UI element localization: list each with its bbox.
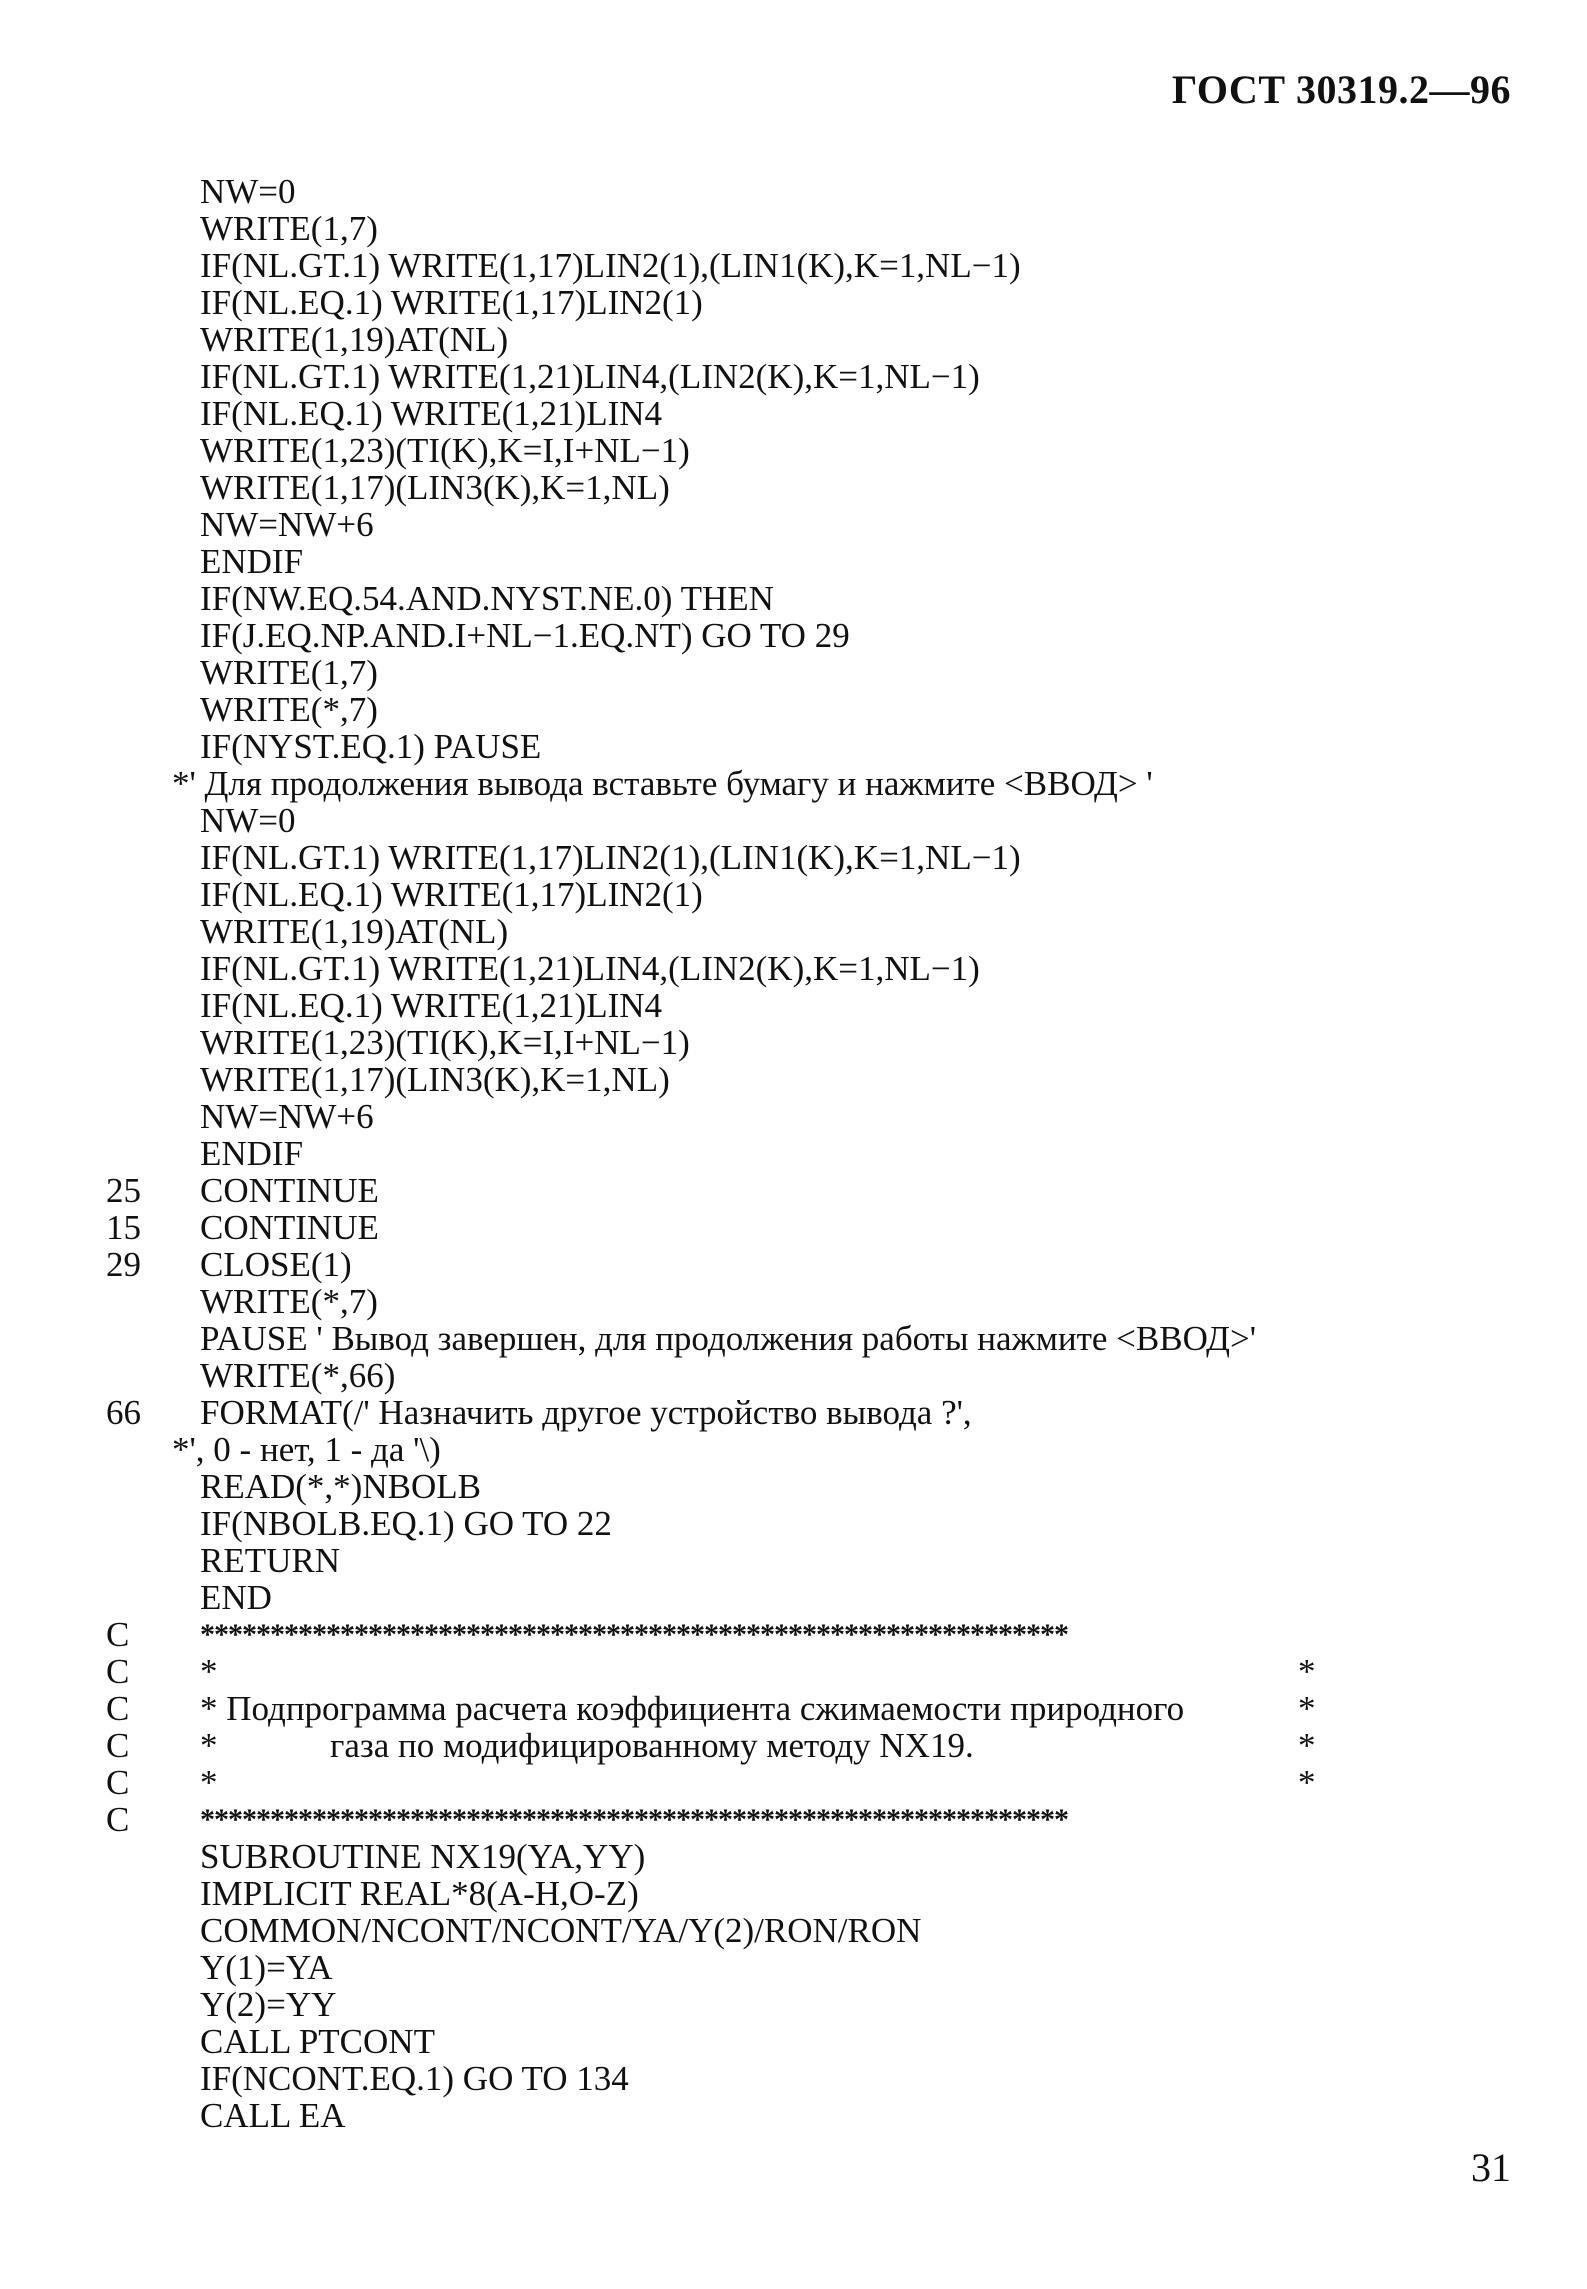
code-text: WRITE(1,19)AT(NL) bbox=[200, 912, 509, 951]
statement-label: 25 bbox=[106, 1171, 141, 1210]
comment-star-left: * bbox=[200, 1726, 218, 1765]
code-text: IF(NL.GT.1) WRITE(1,21)LIN4,(LIN2(K),K=1,NL−1) bbox=[200, 949, 980, 988]
comment-marker: C bbox=[106, 1615, 130, 1654]
comment-star-right: * bbox=[1298, 1726, 1316, 1765]
code-line bbox=[0, 1505, 1587, 1542]
comment-line bbox=[0, 1801, 1587, 1838]
comment-star-right: * bbox=[1298, 1652, 1316, 1691]
code-line bbox=[0, 1949, 1587, 1986]
code-line bbox=[0, 1172, 1587, 1209]
comment-line bbox=[0, 1690, 1587, 1727]
code-line bbox=[0, 1394, 1587, 1431]
code-line bbox=[0, 1468, 1587, 1505]
code-text: WRITE(*,66) bbox=[200, 1356, 396, 1395]
code-continuation-text: *' Для продолжения вывода вставьте бумагу и нажмите <ВВОД> ' bbox=[172, 764, 1153, 803]
code-line bbox=[0, 2097, 1587, 2134]
code-text: IF(NL.GT.1) WRITE(1,17)LIN2(1),(LIN1(K),K=1,NL−1) bbox=[200, 838, 1021, 877]
statement-label: 66 bbox=[106, 1393, 141, 1432]
code-line bbox=[0, 1320, 1587, 1357]
code-text: SUBROUTINE NX19(YA,YY) bbox=[200, 1837, 646, 1876]
code-line bbox=[0, 1357, 1587, 1394]
code-text: CALL PTCONT bbox=[200, 2022, 435, 2061]
code-text: IF(NYST.EQ.1) PAUSE bbox=[200, 727, 542, 766]
code-line bbox=[0, 1912, 1587, 1949]
code-line bbox=[0, 210, 1587, 247]
code-line bbox=[0, 1875, 1587, 1912]
comment-marker: C bbox=[106, 1763, 130, 1802]
code-text: PAUSE ' Вывод завершен, для продолжения работы нажмите <ВВОД>' bbox=[200, 1319, 1257, 1358]
code-line bbox=[0, 543, 1587, 580]
code-text: IF(NL.EQ.1) WRITE(1,17)LIN2(1) bbox=[200, 283, 703, 322]
comment-star-right: * bbox=[1298, 1763, 1316, 1802]
code-text: NW=0 bbox=[200, 172, 296, 211]
comment-text: газа по модифицированному методу NX19. bbox=[330, 1726, 974, 1765]
code-line bbox=[0, 1986, 1587, 2023]
code-text: NW=NW+6 bbox=[200, 1097, 374, 1136]
code-line bbox=[0, 1135, 1587, 1172]
code-line bbox=[0, 950, 1587, 987]
comment-line bbox=[0, 1616, 1587, 1653]
code-text: IF(J.EQ.NP.AND.I+NL−1.EQ.NT) GO TO 29 bbox=[200, 616, 850, 655]
code-text: NW=NW+6 bbox=[200, 505, 374, 544]
code-line bbox=[0, 913, 1587, 950]
code-line bbox=[0, 1098, 1587, 1135]
code-line bbox=[0, 765, 1587, 802]
code-line bbox=[0, 2023, 1587, 2060]
code-text: CLOSE(1) bbox=[200, 1245, 352, 1284]
code-text: IF(NL.EQ.1) WRITE(1,21)LIN4 bbox=[200, 986, 663, 1025]
code-text: CONTINUE bbox=[200, 1171, 379, 1210]
code-text: WRITE(1,19)AT(NL) bbox=[200, 320, 509, 359]
code-line bbox=[0, 1542, 1587, 1579]
code-listing bbox=[0, 173, 1587, 2134]
comment-text: * Подпрограмма расчета коэффициента сжимаемости природного bbox=[200, 1689, 1185, 1728]
code-text: IF(NL.EQ.1) WRITE(1,17)LIN2(1) bbox=[200, 875, 703, 914]
code-text: END bbox=[200, 1578, 272, 1617]
code-text: IF(NBOLB.EQ.1) GO TO 22 bbox=[200, 1504, 612, 1543]
code-line bbox=[0, 1209, 1587, 1246]
code-line bbox=[0, 1246, 1587, 1283]
code-text: WRITE(1,23)(TI(K),K=I,I+NL−1) bbox=[200, 1023, 690, 1062]
code-line bbox=[0, 247, 1587, 284]
comment-star-right: * bbox=[1298, 1689, 1316, 1728]
code-text: ENDIF bbox=[200, 1134, 304, 1173]
code-line bbox=[0, 2060, 1587, 2097]
page-number: 31 bbox=[1471, 2145, 1511, 2190]
code-text: READ(*,*)NBOLB bbox=[200, 1467, 481, 1506]
code-line bbox=[0, 728, 1587, 765]
comment-star-left: * bbox=[200, 1763, 218, 1802]
code-text: CONTINUE bbox=[200, 1208, 379, 1247]
code-line bbox=[0, 432, 1587, 469]
code-text: WRITE(*,7) bbox=[200, 690, 378, 729]
code-line bbox=[0, 839, 1587, 876]
code-line bbox=[0, 321, 1587, 358]
code-text: IF(NL.GT.1) WRITE(1,17)LIN2(1),(LIN1(K),K=1,NL−1) bbox=[200, 246, 1021, 285]
code-text: CALL EA bbox=[200, 2096, 346, 2135]
code-line bbox=[0, 617, 1587, 654]
comment-marker: C bbox=[106, 1652, 130, 1691]
code-text: IF(NL.EQ.1) WRITE(1,21)LIN4 bbox=[200, 394, 663, 433]
code-text: WRITE(1,7) bbox=[200, 209, 378, 248]
code-line bbox=[0, 876, 1587, 913]
code-line bbox=[0, 1838, 1587, 1875]
code-line bbox=[0, 358, 1587, 395]
code-line bbox=[0, 1061, 1587, 1098]
code-line bbox=[0, 395, 1587, 432]
code-continuation-text: *', 0 - нет, 1 - да '\) bbox=[172, 1430, 441, 1469]
code-text: WRITE(1,17)(LIN3(K),K=1,NL) bbox=[200, 468, 670, 507]
code-line bbox=[0, 469, 1587, 506]
code-text: IMPLICIT REAL*8(A-H,O-Z) bbox=[200, 1874, 639, 1913]
code-text: IF(NCONT.EQ.1) GO TO 134 bbox=[200, 2059, 629, 2098]
code-text: WRITE(*,7) bbox=[200, 1282, 378, 1321]
code-text: RETURN bbox=[200, 1541, 340, 1580]
code-line bbox=[0, 691, 1587, 728]
code-text: ENDIF bbox=[200, 542, 304, 581]
comment-marker: C bbox=[106, 1726, 130, 1765]
comment-line bbox=[0, 1727, 1587, 1764]
comment-line bbox=[0, 1764, 1587, 1801]
comment-line bbox=[0, 1653, 1587, 1690]
code-line bbox=[0, 580, 1587, 617]
code-line bbox=[0, 987, 1587, 1024]
comment-star-border: ************************************************************** bbox=[200, 1618, 1068, 1651]
comment-star-border: ************************************************************** bbox=[200, 1803, 1068, 1836]
code-line bbox=[0, 802, 1587, 839]
comment-star-left: * bbox=[200, 1652, 218, 1691]
code-text: COMMON/NCONT/NCONT/YA/Y(2)/RON/RON bbox=[200, 1911, 922, 1950]
code-line bbox=[0, 506, 1587, 543]
code-line bbox=[0, 1024, 1587, 1061]
statement-label: 29 bbox=[106, 1245, 141, 1284]
code-text: Y(1)=YA bbox=[200, 1948, 333, 1987]
comment-marker: C bbox=[106, 1689, 130, 1728]
code-line bbox=[0, 654, 1587, 691]
code-text: NW=0 bbox=[200, 801, 296, 840]
code-text: FORMAT(/' Назначить другое устройство вывода ?', bbox=[200, 1393, 972, 1432]
comment-marker: C bbox=[106, 1800, 130, 1839]
statement-label: 15 bbox=[106, 1208, 141, 1247]
code-text: IF(NW.EQ.54.AND.NYST.NE.0) THEN bbox=[200, 579, 774, 618]
code-line bbox=[0, 1283, 1587, 1320]
code-text: WRITE(1,23)(TI(K),K=I,I+NL−1) bbox=[200, 431, 690, 470]
code-text: WRITE(1,17)(LIN3(K),K=1,NL) bbox=[200, 1060, 670, 1099]
code-line bbox=[0, 284, 1587, 321]
code-line bbox=[0, 1579, 1587, 1616]
code-text: IF(NL.GT.1) WRITE(1,21)LIN4,(LIN2(K),K=1,NL−1) bbox=[200, 357, 980, 396]
code-text: Y(2)=YY bbox=[200, 1985, 337, 2024]
code-line bbox=[0, 1431, 1587, 1468]
code-text: WRITE(1,7) bbox=[200, 653, 378, 692]
document-header: ГОСТ 30319.2—96 bbox=[1171, 67, 1511, 112]
code-line bbox=[0, 173, 1587, 210]
